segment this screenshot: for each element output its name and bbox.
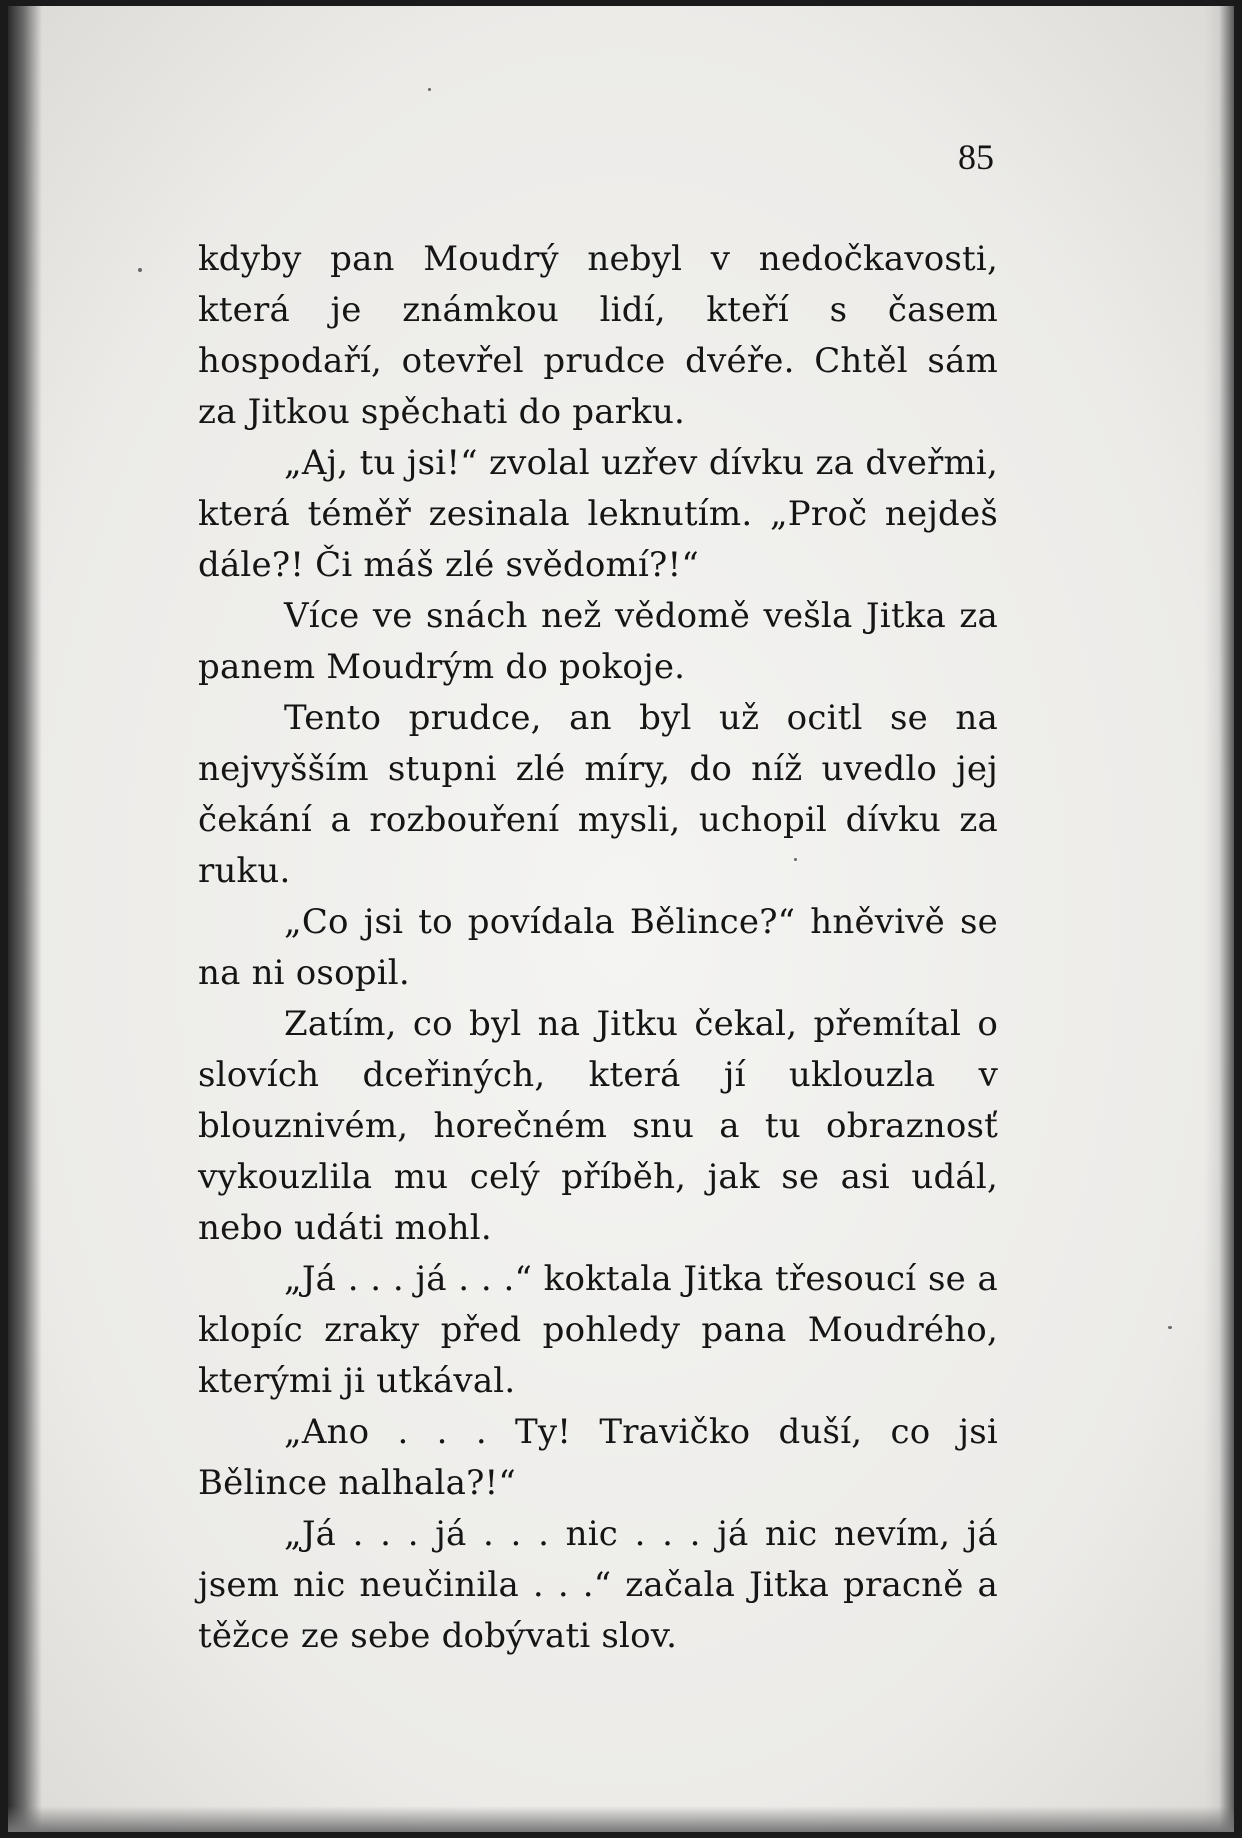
book-page <box>8 6 1234 1832</box>
edge-shadow-bottom <box>8 1806 1234 1832</box>
print-speck <box>1168 1326 1172 1329</box>
paragraph: „Aj, tu jsi!“ zvolal uzřev dívku za dveřmi, která téměř zesinala leknutím. „Proč nejdeš dále?! Či máš zlé svědomí?!“ <box>198 443 998 585</box>
paragraph: „Já . . . já . . . nic . . . já nic nevím, já jsem nic neučinila . . .“ začala Jitka pracně a těžce ze sebe dobývati slov. <box>198 1514 998 1656</box>
paragraph: „Ano . . . Ty! Travičko duší, co jsi Bělince nalhala?!“ <box>198 1412 998 1503</box>
print-speck <box>428 88 431 91</box>
paragraph: Zatím, co byl na Jitku čekal, přemítal o slovích dceřiných, která jí uklouzla v blouznivém, horečném snu a tu obraznosť vykouzlila mu celý příběh, jak se asi udál, nebo udáti mohl. <box>198 1004 998 1248</box>
page-number: 85 <box>958 137 994 177</box>
paragraph: Více ve snách než vědomě vešla Jitka za panem Moudrým do pokoje. <box>198 596 998 687</box>
paragraph: kdyby pan Moudrý nebyl v nedočkavosti, která je známkou lidí, kteří s časem hospodaří, otevřel prudce dvéře. Chtěl sám za Jitkou spěchati do parku. <box>198 239 998 432</box>
body-text <box>198 234 998 1662</box>
print-speck <box>138 268 142 272</box>
paragraph: Tento prudce, an byl už ocitl se na nejvyšším stupni zlé míry, do níž uvedlo jej čekání a rozbouření mysli, uchopil dívku za ruku. <box>198 698 998 891</box>
paragraph: „Já . . . já . . .“ koktala Jitka třesoucí se a klopíc zraky před pohledy pana Moudrého, kterými ji utkával. <box>198 1259 998 1401</box>
binding-shadow <box>8 6 42 1832</box>
paragraph: „Co jsi to povídala Bělince?“ hněvivě se na ni osopil. <box>198 902 998 993</box>
edge-shadow-right <box>1204 6 1234 1832</box>
